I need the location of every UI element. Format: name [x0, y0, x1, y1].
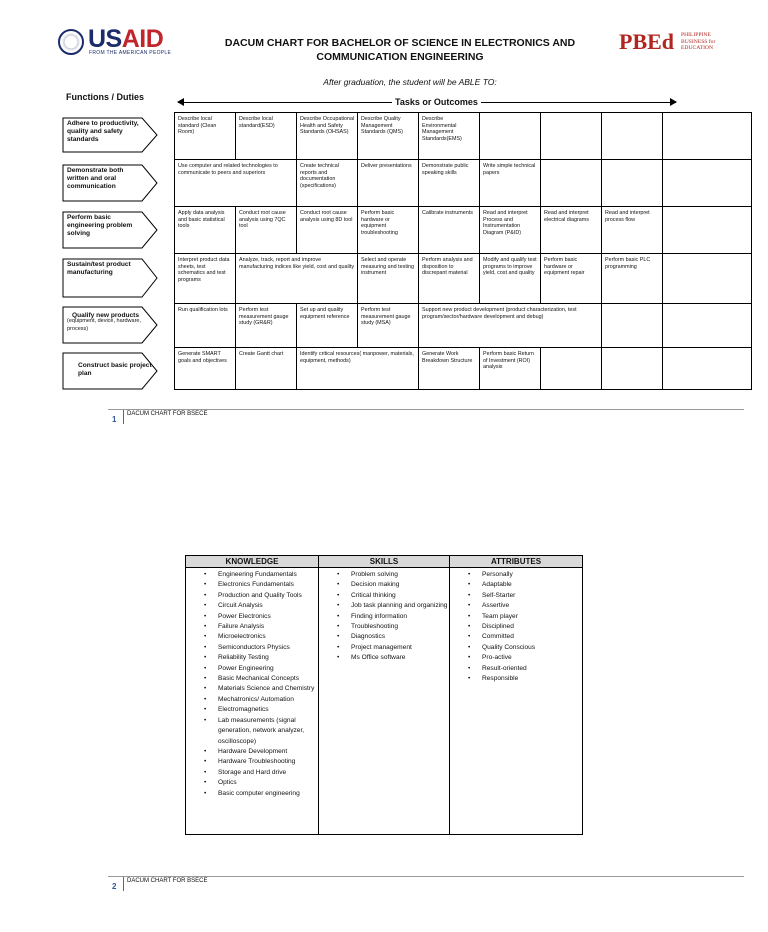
task-row — [175, 113, 752, 160]
task-cell — [663, 207, 752, 254]
duty-arrow — [62, 117, 158, 153]
task-cell: Analyze, track, report and improve manufacturing indices like yield, cost and quality — [236, 254, 358, 304]
footer-text: DACUM CHART FOR BSECE — [127, 411, 208, 417]
skills-item: • Job task planning and organizing — [351, 601, 449, 611]
task-cell: Describe Occupational Health and Safety Standards (OHSAS) — [297, 113, 358, 160]
knowledge-item: • Basic computer engineering — [218, 789, 318, 799]
task-cell — [541, 348, 602, 390]
duty-label: Adhere to productivity, quality and safety standards — [67, 120, 139, 143]
task-row — [175, 254, 752, 304]
knowledge-item: • Hardware Troubleshooting — [218, 757, 318, 767]
attributes-item: • Adaptable — [482, 580, 582, 590]
skills-item: • Problem solving — [351, 570, 449, 580]
knowledge-item: • Engineering Fundamentals — [218, 570, 318, 580]
duty-arrow — [62, 258, 158, 294]
task-cell: Perform test measurement gauge study (GR&R) — [236, 304, 297, 348]
task-cell: Create technical reports and documentation (specifications) — [297, 160, 358, 207]
knowledge-item: • Failure Analysis — [218, 622, 318, 632]
task-cell: Use computer and related technologies to communicate to peers and superiors — [175, 160, 297, 207]
skills-item: • Project management — [351, 643, 449, 653]
attributes-item: • Quality Conscious — [482, 643, 582, 653]
knowledge-item: • Materials Science and Chemistry — [218, 684, 318, 694]
knowledge-item: • Microelectronics — [218, 632, 318, 642]
task-cell: Identify critical resources( manpower, materials, equipment, methods) — [297, 348, 419, 390]
arrow-left-icon — [177, 98, 184, 106]
usaid-tagline: FROM THE AMERICAN PEOPLE — [89, 50, 172, 56]
duty-note: (equipment, device, hardware, process) — [67, 318, 141, 332]
knowledge-column — [186, 568, 319, 835]
skills-item: • Troubleshooting — [351, 622, 449, 632]
footer-separator — [123, 877, 124, 891]
task-cell — [541, 160, 602, 207]
knowledge-item: • Basic Mechanical Concepts — [218, 674, 318, 684]
task-cell: Deliver presentations — [358, 160, 419, 207]
arrow-right-icon — [670, 98, 677, 106]
attributes-item: • Personally — [482, 570, 582, 580]
task-cell: Describe Environmental Management Standards(EMS) — [419, 113, 480, 160]
task-cell: Read and interpret process flow — [602, 207, 663, 254]
task-cell: Perform test measurement gauge study (MSA) — [358, 304, 419, 348]
attributes-item: • Self-Starter — [482, 591, 582, 601]
task-cell — [602, 113, 663, 160]
task-cell: Conduct root cause analysis using 7QC tool — [236, 207, 297, 254]
task-cell — [480, 113, 541, 160]
duty-arrow — [62, 211, 158, 247]
task-row — [175, 160, 752, 207]
task-cell: Demonstrate public speaking skills — [419, 160, 480, 207]
knowledge-item: • Lab measurements (signal generation, network analyzer, oscilloscope) — [218, 716, 318, 747]
page-number: 1 — [112, 415, 117, 424]
duty-label: Qualify new products (equipment, device, hardware, process) — [67, 312, 141, 332]
task-cell: Write simple technical papers — [480, 160, 541, 207]
footer-separator — [123, 410, 124, 424]
task-cell: Set up and quality equipment reference — [297, 304, 358, 348]
usaid-logo: USAID — [88, 25, 164, 53]
duty-label: Sustain/test product manufacturing — [67, 261, 131, 276]
duty-arrow — [62, 306, 158, 342]
knowledge-item: • Optics — [218, 778, 318, 788]
task-cell: Perform analysis and disposition to discrepant material — [419, 254, 480, 304]
task-cell: Apply data analysis and basic statistical tools — [175, 207, 236, 254]
skills-item: • Finding information — [351, 612, 449, 622]
skills-item: • Critical thinking — [351, 591, 449, 601]
attributes-item: • Committed — [482, 632, 582, 642]
task-cell: Select and operate measuring and testing instrument — [358, 254, 419, 304]
knowledge-item: • Power Engineering — [218, 664, 318, 674]
attributes-list — [450, 570, 582, 684]
attributes-item: • Assertive — [482, 601, 582, 611]
knowledge-item: • Power Electronics — [218, 612, 318, 622]
task-cell — [663, 113, 752, 160]
task-cell: Calibrate instruments — [419, 207, 480, 254]
task-row — [175, 348, 752, 390]
knowledge-item: • Circuit Analysis — [218, 601, 318, 611]
task-cell: Perform basic PLC programming — [602, 254, 663, 304]
page-number: 2 — [112, 882, 117, 891]
task-cell — [602, 304, 663, 348]
attributes-item: • Responsible — [482, 674, 582, 684]
knowledge-item: • Electronics Fundamentals — [218, 580, 318, 590]
knowledge-item: • Production and Quality Tools — [218, 591, 318, 601]
page-footer-rule — [108, 409, 744, 410]
duty-arrow — [62, 164, 158, 200]
task-cell — [663, 304, 752, 348]
ksa-header-skills: SKILLS — [319, 556, 450, 568]
ksa-header-knowledge: KNOWLEDGE — [186, 556, 319, 568]
task-cell: Describe local standard (Clean Room) — [175, 113, 236, 160]
knowledge-item: • Mechatronics/ Automation — [218, 695, 318, 705]
knowledge-item: • Hardware Development — [218, 747, 318, 757]
task-cell — [663, 254, 752, 304]
dacum-task-grid — [174, 112, 752, 390]
usaid-seal-logo — [58, 29, 84, 55]
task-cell: Run qualification lots — [175, 304, 236, 348]
duty-arrow — [62, 352, 158, 388]
task-cell: Support new product development (product characterization, test program/sector/hardware development and debug) — [419, 304, 602, 348]
task-cell: Read and interpret electrical diagrams — [541, 207, 602, 254]
task-cell: Perform basic hardware or equipment troubleshooting — [358, 207, 419, 254]
attributes-item: • Pro-active — [482, 653, 582, 663]
knowledge-item: • Electromagnetics — [218, 705, 318, 715]
page-title: DACUM CHART FOR BACHELOR OF SCIENCE IN ELECTRONICS AND COMMUNICATION ENGINEERING — [224, 37, 576, 63]
task-cell: Describe local standard(ESD) — [236, 113, 297, 160]
skills-item: • Ms Office software — [351, 653, 449, 663]
chart-subtitle: After graduation, the student will be ABLE TO: — [323, 77, 497, 87]
attributes-item: • Disciplined — [482, 622, 582, 632]
ksa-table — [185, 555, 583, 835]
task-row — [175, 207, 752, 254]
task-cell: Read and interpret Process and Instrumentation Diagram (P&ID) — [480, 207, 541, 254]
task-cell: Perform basic Return of Investment (ROI) analysis — [480, 348, 541, 390]
skills-item: • Diagnostics — [351, 632, 449, 642]
tasks-outcomes-heading: Tasks or Outcomes — [392, 97, 481, 107]
duty-label: Construct basic project plan — [78, 362, 152, 377]
skills-item: • Decision making — [351, 580, 449, 590]
task-cell — [663, 348, 752, 390]
task-cell: Generate Work Breakdown Structure — [419, 348, 480, 390]
footer-text: DACUM CHART FOR BSECE — [127, 878, 208, 884]
pbed-logo: PBEd — [619, 29, 675, 54]
task-cell: Conduct root cause analysis using 8D tool — [297, 207, 358, 254]
task-cell — [602, 348, 663, 390]
skills-list — [319, 570, 449, 664]
task-cell: Interpret product data sheets, test schematics and test programs — [175, 254, 236, 304]
attributes-item: • Result-oriented — [482, 664, 582, 674]
task-cell: Modify and qualify test programs to improve yield, cost and quality — [480, 254, 541, 304]
task-cell — [602, 160, 663, 207]
task-cell — [663, 160, 752, 207]
task-cell — [541, 113, 602, 160]
knowledge-item: • Reliability Testing — [218, 653, 318, 663]
page-footer-rule — [108, 876, 744, 877]
task-cell: Perform basic hardware or equipment repair — [541, 254, 602, 304]
attributes-column — [450, 568, 583, 835]
knowledge-list — [186, 570, 318, 799]
knowledge-item: • Semiconductors Physics — [218, 643, 318, 653]
attributes-item: • Team player — [482, 612, 582, 622]
task-cell: Generate SMART goals and objectives — [175, 348, 236, 390]
task-cell: Describe Quality Management Standards (QMS) — [358, 113, 419, 160]
task-cell: Create Gantt chart — [236, 348, 297, 390]
task-row — [175, 304, 752, 348]
pbed-logo-subtext: PHILIPPINE BUSINESS for EDUCATION — [681, 32, 716, 51]
duty-label: Perform basic engineering problem solving — [67, 214, 133, 237]
functions-duties-heading: Functions / Duties — [65, 92, 144, 102]
skills-column — [319, 568, 450, 835]
knowledge-item: • Storage and Hard drive — [218, 768, 318, 778]
duty-label: Demonstrate both written and oral communication — [67, 167, 124, 190]
ksa-header-attributes: ATTRIBUTES — [450, 556, 583, 568]
